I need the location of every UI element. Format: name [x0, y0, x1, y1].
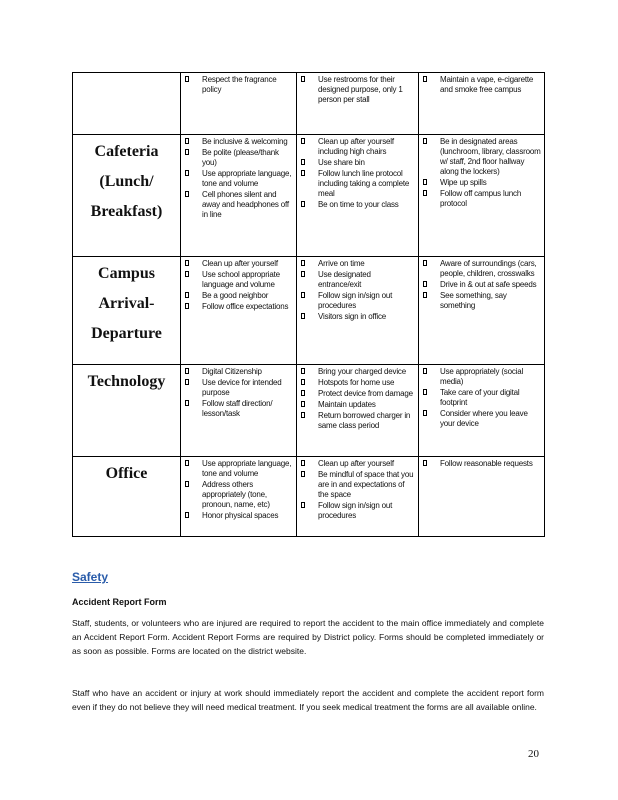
- list-item: [184, 399, 293, 419]
- list-item: [422, 280, 541, 290]
- list-item-text: Wipe up spills: [440, 178, 487, 187]
- list-item: [300, 378, 415, 388]
- list-item: [184, 270, 293, 290]
- bullet-box-icon: [185, 138, 189, 144]
- list-item-text: Use school appropriate language and volume: [202, 270, 280, 289]
- list-item: [184, 480, 293, 510]
- list-item: [422, 409, 541, 429]
- list-item: [184, 367, 293, 377]
- list-item-text: Consider where you leave your device: [440, 409, 528, 428]
- expectation-cell: [181, 135, 297, 257]
- area-label: Campus: [98, 265, 155, 282]
- bullet-box-icon: [301, 170, 305, 176]
- bullet-box-icon: [185, 368, 189, 374]
- list-item-text: Use designated entrance/exit: [318, 270, 371, 289]
- bullet-box-icon: [301, 159, 305, 165]
- bullet-box-icon: [423, 389, 427, 395]
- paragraph-accident-report: Staff, students, or volunteers who are injured are required to report the accident to the main office immediately and complete an Accident Report Form. Accident Report Forms are required by District policy. Forms should be completed immediately or as soon as possible. Forms are located on the district website.: [72, 618, 544, 656]
- expectation-list: [422, 137, 541, 209]
- area-cell: [73, 73, 181, 135]
- bullet-box-icon: [301, 368, 305, 374]
- area-cell: [73, 257, 181, 365]
- expectation-list: [422, 259, 541, 311]
- bullet-box-icon: [301, 379, 305, 385]
- list-item-text: Follow office expectations: [202, 302, 289, 311]
- list-item-text: Digital Citizenship: [202, 367, 262, 376]
- expectation-cell: [297, 257, 419, 365]
- bullet-box-icon: [423, 410, 427, 416]
- expectation-cell: [181, 257, 297, 365]
- bullet-box-icon: [185, 76, 189, 82]
- bullet-box-icon: [185, 303, 189, 309]
- bullet-box-icon: [185, 400, 189, 406]
- list-item-text: Arrive on time: [318, 259, 365, 268]
- bullet-box-icon: [185, 460, 189, 466]
- expectation-cell: [297, 73, 419, 135]
- bullet-box-icon: [185, 191, 189, 197]
- list-item: [300, 291, 415, 311]
- expectation-list: [184, 367, 293, 419]
- expectation-list: [422, 367, 541, 429]
- bullet-box-icon: [185, 292, 189, 298]
- bullet-box-icon: [423, 368, 427, 374]
- list-item: [300, 259, 415, 269]
- list-item-text: Protect device from damage: [318, 389, 413, 398]
- area-label: (Lunch/: [99, 173, 154, 190]
- list-item-text: Cell phones silent and away and headphones off in line: [202, 190, 289, 219]
- bullet-box-icon: [301, 390, 305, 396]
- area-label: Arrival-: [98, 295, 155, 312]
- bullet-box-icon: [301, 138, 305, 144]
- list-item-text: Follow sign in/sign out procedures: [318, 501, 393, 520]
- expectation-list: [184, 137, 293, 220]
- list-item: [422, 178, 541, 188]
- list-item-text: Clean up after yourself: [202, 259, 278, 268]
- bullet-box-icon: [301, 401, 305, 407]
- bullet-box-icon: [185, 379, 189, 385]
- expectation-cell: [181, 457, 297, 537]
- list-item: [422, 259, 541, 279]
- expectation-cell: [297, 365, 419, 457]
- list-item-text: Be inclusive & welcoming: [202, 137, 288, 146]
- expectation-list: [300, 137, 415, 210]
- bullet-box-icon: [185, 481, 189, 487]
- list-item-text: Be a good neighbor: [202, 291, 269, 300]
- list-item-text: Follow reasonable requests: [440, 459, 533, 468]
- list-item-text: Clean up after yourself including high chairs: [318, 137, 394, 156]
- bullet-box-icon: [423, 460, 427, 466]
- bullet-box-icon: [301, 76, 305, 82]
- expectation-list: [300, 259, 415, 322]
- list-item: [300, 400, 415, 410]
- list-item-text: Aware of surroundings (cars, people, children, crosswalks: [440, 259, 537, 278]
- list-item: [184, 291, 293, 301]
- bullet-box-icon: [301, 313, 305, 319]
- list-item: [300, 137, 415, 157]
- list-item: [300, 312, 415, 322]
- list-item-text: Use device for intended purpose: [202, 378, 282, 397]
- area-label: Breakfast): [90, 203, 163, 220]
- list-item: [422, 388, 541, 408]
- list-item: [184, 148, 293, 168]
- bullet-box-icon: [423, 292, 427, 298]
- page-number: 20: [528, 748, 539, 760]
- table-row: [73, 365, 545, 457]
- list-item: [300, 367, 415, 377]
- list-item-text: Visitors sign in office: [318, 312, 387, 321]
- list-item-text: Use appropriate language, tone and volume: [202, 459, 292, 478]
- list-item: [300, 158, 415, 168]
- expectation-list: [422, 459, 541, 469]
- expectation-cell: [419, 457, 545, 537]
- list-item: [300, 470, 415, 500]
- list-item: [422, 189, 541, 209]
- expectation-list: [422, 75, 541, 95]
- list-item: [184, 302, 293, 312]
- table-row: [73, 73, 545, 135]
- list-item-text: Use share bin: [318, 158, 365, 167]
- list-item-text: Follow sign in/sign out procedures: [318, 291, 393, 310]
- list-item-text: Maintain updates: [318, 400, 376, 409]
- expectation-list: [184, 259, 293, 312]
- list-item: [184, 511, 293, 521]
- bullet-box-icon: [301, 201, 305, 207]
- list-item: [184, 75, 293, 95]
- list-item: [300, 270, 415, 290]
- list-item: [422, 291, 541, 311]
- paragraph-staff-injury: Staff who have an accident or injury at work should immediately report the accident and complete the accident report form even if they do not believe they will need medical treatment. If you seek medical treatment the forms are all available online.: [72, 688, 544, 712]
- expectation-list: [300, 459, 415, 521]
- list-item: [422, 75, 541, 95]
- list-item-text: Take care of your digital footprint: [440, 388, 520, 407]
- expectation-list: [300, 367, 415, 431]
- list-item: [184, 378, 293, 398]
- list-item-text: Drive in & out at safe speeds: [440, 280, 537, 289]
- area-cell: [73, 457, 181, 537]
- table-row: [73, 257, 545, 365]
- list-item: [184, 137, 293, 147]
- bullet-box-icon: [423, 260, 427, 266]
- list-item: [300, 389, 415, 399]
- bullet-box-icon: [185, 512, 189, 518]
- table-row: [73, 457, 545, 537]
- list-item-text: Maintain a vape, e-cigarette and smoke free campus: [440, 75, 534, 94]
- list-item-text: Use appropriately (social media): [440, 367, 524, 386]
- bullet-box-icon: [301, 271, 305, 277]
- accident-report-heading: Accident Report Form: [72, 597, 167, 607]
- list-item-text: Follow staff direction/ lesson/task: [202, 399, 273, 418]
- list-item-text: Address others appropriately (tone, pronoun, name, etc): [202, 480, 270, 509]
- list-item-text: Be in designated areas (lunchroom, library, classroom w/ staff, 2nd floor hallway along the lockers): [440, 137, 541, 176]
- list-item-text: Follow off campus lunch protocol: [440, 189, 522, 208]
- bullet-box-icon: [185, 271, 189, 277]
- expectation-cell: [419, 365, 545, 457]
- bullet-box-icon: [301, 292, 305, 298]
- list-item: [422, 367, 541, 387]
- list-item: [300, 75, 415, 105]
- list-item: [184, 259, 293, 269]
- area-cell: [73, 135, 181, 257]
- list-item-text: Hotspots for home use: [318, 378, 395, 387]
- safety-heading[interactable]: Safety: [72, 570, 109, 584]
- list-item-text: Bring your charged device: [318, 367, 406, 376]
- bullet-box-icon: [185, 170, 189, 176]
- list-item: [184, 190, 293, 220]
- expectation-cell: [297, 135, 419, 257]
- list-item: [184, 459, 293, 479]
- list-item: [422, 137, 541, 177]
- list-item: [184, 169, 293, 189]
- bullet-box-icon: [423, 76, 427, 82]
- table-row: [73, 135, 545, 257]
- list-item: [300, 169, 415, 199]
- list-item-text: Use appropriate language, tone and volume: [202, 169, 292, 188]
- area-cell: [73, 365, 181, 457]
- bullet-box-icon: [423, 281, 427, 287]
- expectations-table: [72, 72, 545, 537]
- list-item: [300, 459, 415, 469]
- bullet-box-icon: [301, 412, 305, 418]
- list-item: [422, 459, 541, 469]
- bullet-box-icon: [423, 138, 427, 144]
- expectation-list: [184, 459, 293, 521]
- list-item: [300, 501, 415, 521]
- area-label: Departure: [91, 325, 162, 342]
- bullet-box-icon: [301, 502, 305, 508]
- list-item: [300, 200, 415, 210]
- expectation-cell: [419, 257, 545, 365]
- expectation-cell: [297, 457, 419, 537]
- bullet-box-icon: [185, 149, 189, 155]
- list-item-text: Respect the fragrance policy: [202, 75, 277, 94]
- bullet-box-icon: [423, 190, 427, 196]
- bullet-box-icon: [301, 460, 305, 466]
- bullet-box-icon: [423, 179, 427, 185]
- expectation-cell: [419, 73, 545, 135]
- expectation-list: [300, 75, 415, 105]
- list-item-text: Be on time to your class: [318, 200, 399, 209]
- list-item-text: Honor physical spaces: [202, 511, 279, 520]
- list-item-text: Clean up after yourself: [318, 459, 394, 468]
- bullet-box-icon: [301, 260, 305, 266]
- bullet-box-icon: [301, 471, 305, 477]
- list-item-text: Use restrooms for their designed purpose, only 1 person per stall: [318, 75, 403, 104]
- area-label: Technology: [87, 373, 166, 390]
- list-item-text: See something, say something: [440, 291, 507, 310]
- expectation-list: [184, 75, 293, 95]
- area-label: Office: [105, 465, 148, 482]
- list-item: [300, 411, 415, 431]
- list-item-text: Be mindful of space that you are in and expectations of the space: [318, 470, 414, 499]
- expectation-cell: [419, 135, 545, 257]
- expectation-cell: [181, 365, 297, 457]
- list-item-text: Follow lunch line protocol including taking a complete meal: [318, 169, 410, 198]
- expectation-cell: [181, 73, 297, 135]
- list-item-text: Return borrowed charger in same class period: [318, 411, 411, 430]
- bullet-box-icon: [185, 260, 189, 266]
- area-label: Cafeteria: [94, 143, 159, 160]
- list-item-text: Be polite (please/thank you): [202, 148, 279, 167]
